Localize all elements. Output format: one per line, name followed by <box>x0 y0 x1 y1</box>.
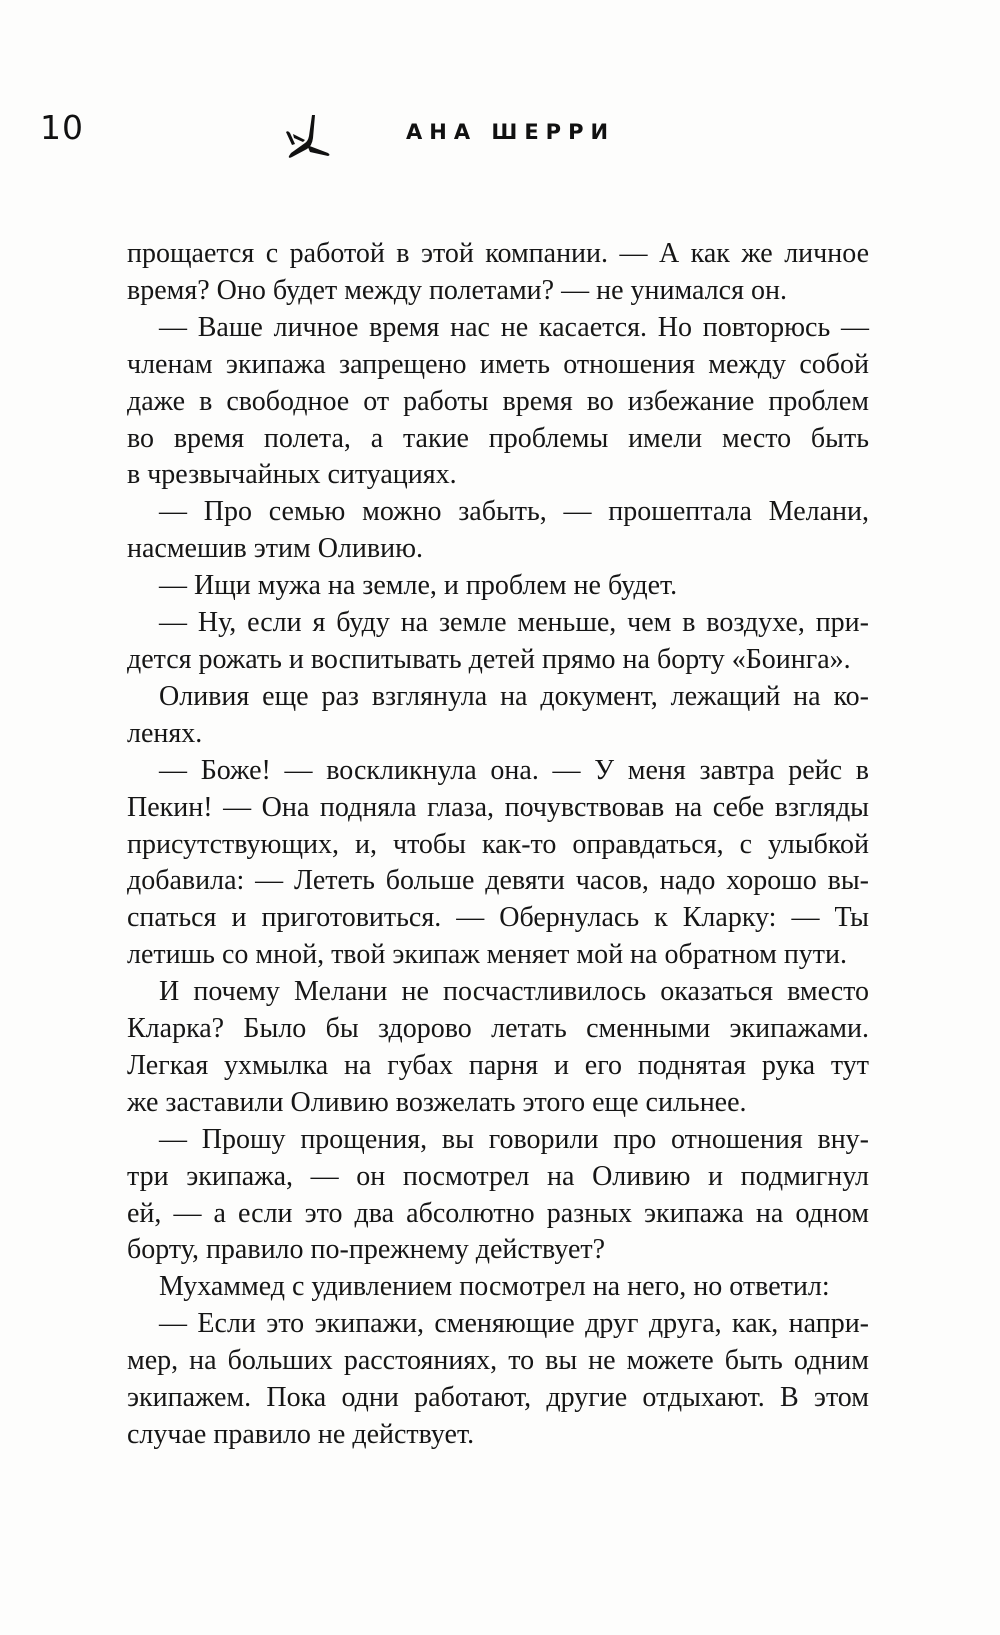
text-line: прощается с работой в этой компании. — А как же личное <box>127 238 869 269</box>
text-line: мер, на больших расстояниях, то вы не можете быть одним <box>127 1345 869 1377</box>
text-line: присутствующих, и, чтобы как-то оправдаться, с улыбкой <box>127 828 869 860</box>
text-line: — Ваше личное время нас не касается. Но повторюсь — <box>159 311 869 343</box>
text-line: — Прошу прощения, вы говорили про отношения вну- <box>159 1123 869 1155</box>
text-line: ленях. <box>127 717 203 749</box>
body-text <box>127 236 869 1454</box>
text-line: Кларка? Было бы здорово летать сменными экипажами. <box>127 1013 869 1045</box>
running-head-author: АНА ШЕРРИ <box>406 120 616 144</box>
text-line: экипажем. Пока одни работают, другие отдыхают. В этом <box>127 1382 869 1414</box>
text-line: ей, — а если это два абсолютно разных экипажа на одном <box>127 1197 869 1229</box>
text-line: случае правило не действует. <box>127 1419 475 1450</box>
text-line: борту, правило по-прежнему действует? <box>127 1234 606 1266</box>
text-line: Легкая ухмылка на губах парня и его поднятая рука тут <box>127 1049 869 1081</box>
text-line: членам экипажа запрещено иметь отношения между собой <box>127 348 869 380</box>
text-line: время? Оно будет между полетами? — не унимался он. <box>127 274 787 306</box>
airplane-icon <box>282 112 334 162</box>
text-line: Мухаммед с удивлением посмотрел на него, но ответил: <box>159 1271 830 1303</box>
text-line: даже в свободное от работы время во избежание проблем <box>127 385 869 417</box>
text-line: — Про семью можно забыть, — прошептала Мелани, <box>159 496 869 528</box>
page-number: 10 <box>40 108 84 147</box>
text-line: в чрезвычайных ситуациях. <box>127 459 457 491</box>
text-line: дется рожать и воспитывать детей прямо на борту «Боинга». <box>127 643 851 675</box>
text-line: летишь со мной, твой экипаж меняет мой на обратном пути. <box>127 939 848 971</box>
text-line: насмешив этим Оливию. <box>127 533 424 565</box>
text-line: же заставили Оливию возжелать этого еще сильнее. <box>127 1086 747 1118</box>
text-line: добавила: — Лететь больше девяти часов, надо хорошо вы- <box>127 865 869 897</box>
text-line: во время полета, а такие проблемы имели место быть <box>127 422 869 454</box>
text-line: Пекин! — Она подняла глаза, почувствовав на себе взгляды <box>127 791 869 823</box>
text-line: — Ну, если я буду на земле меньше, чем в воздухе, при- <box>159 607 869 639</box>
text-line: три экипажа, — он посмотрел на Оливию и подмигнул <box>127 1160 869 1192</box>
text-line: Оливия еще раз взглянула на документ, лежащий на ко- <box>159 680 869 712</box>
text-line: спаться и приготовиться. — Обернулась к Кларку: — Ты <box>127 902 869 934</box>
text-line: И почему Мелани не посчастливилось оказаться вместо <box>159 976 869 1008</box>
text-line: — Ищи мужа на земле, и проблем не будет. <box>159 570 678 602</box>
text-line: — Если это экипажи, сменяющие друг друга, как, напри- <box>159 1308 869 1340</box>
text-line: — Боже! — воскликнула она. — У меня завтра рейс в <box>159 754 869 786</box>
